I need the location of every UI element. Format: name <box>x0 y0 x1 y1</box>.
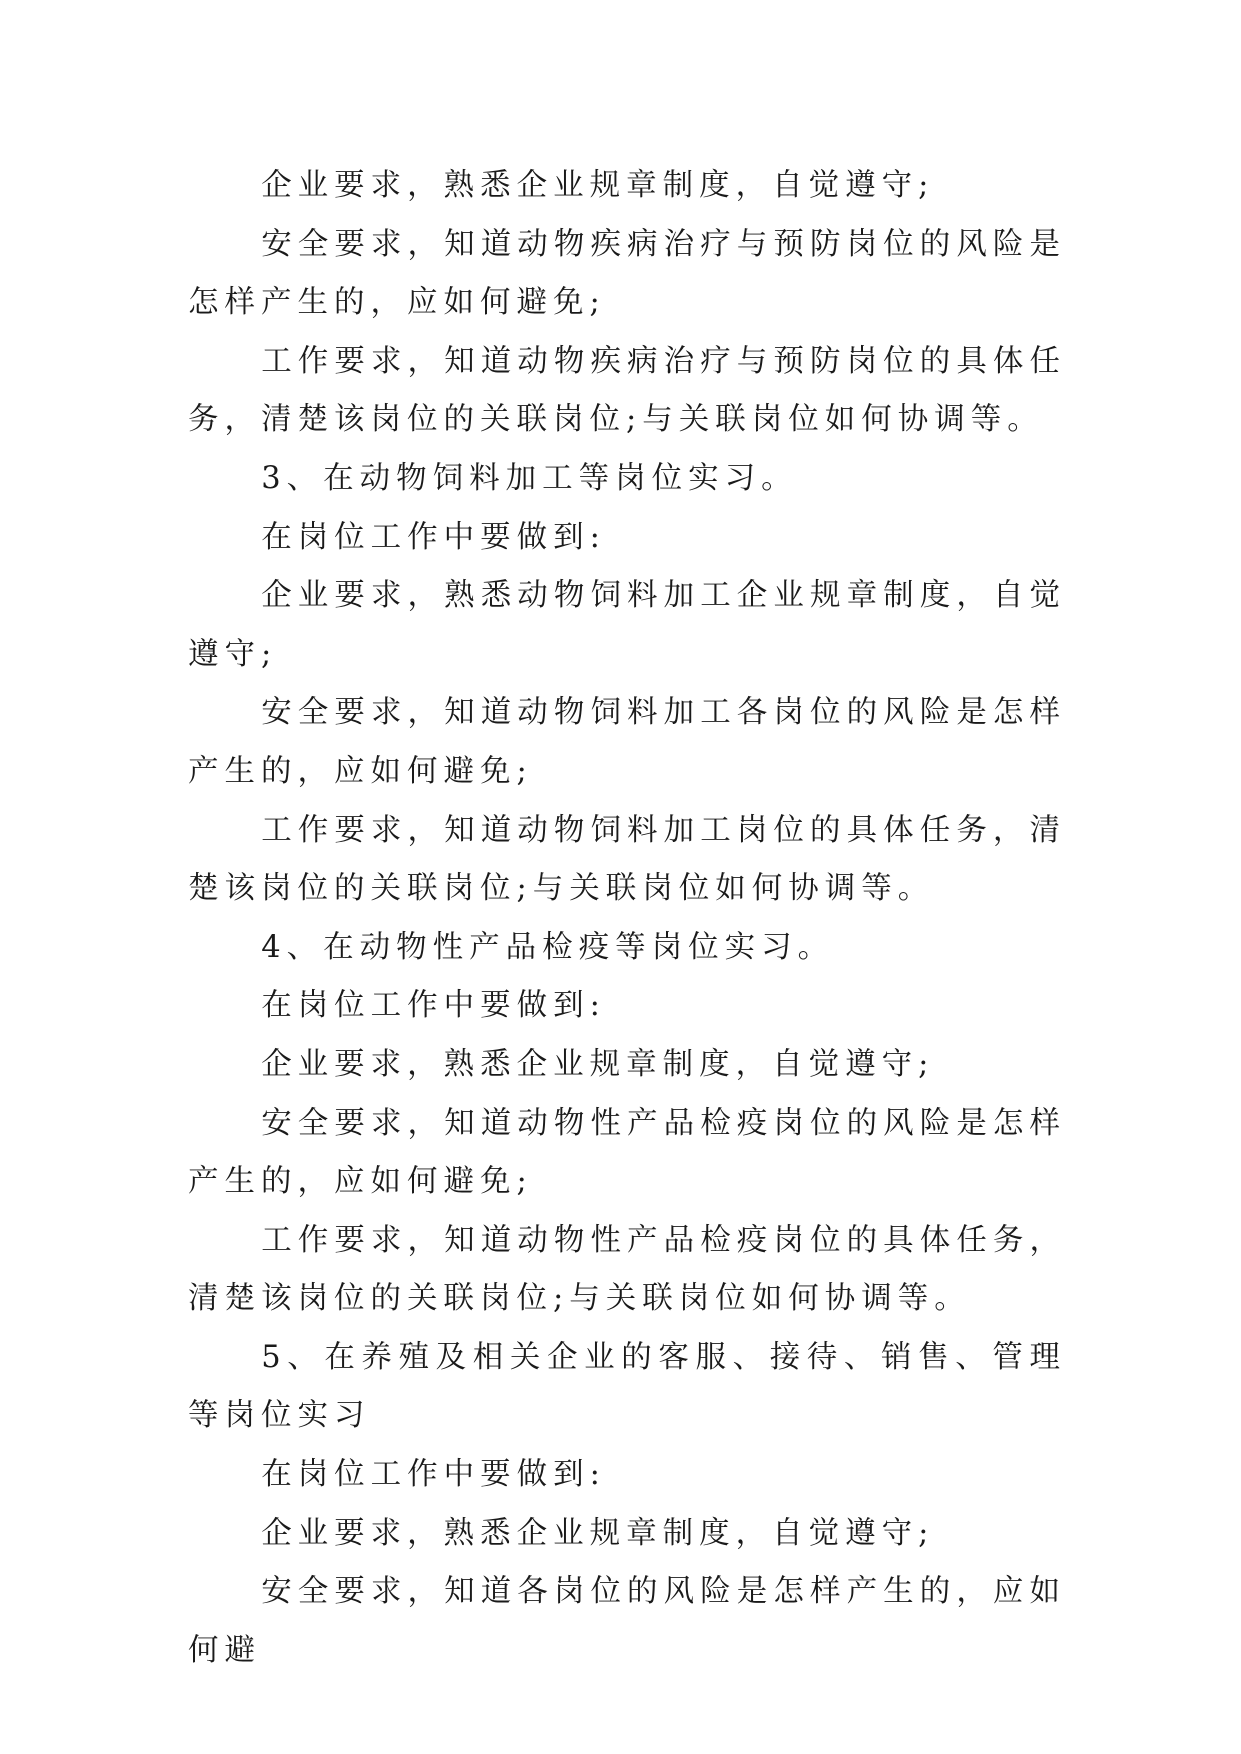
paragraph: 企业要求，熟悉企业规章制度，自觉遵守; <box>261 168 935 203</box>
paragraph: 在岗位工作中要做到: <box>261 1457 606 1493</box>
document-body <box>188 157 1066 1680</box>
paragraph: 企业要求，熟悉动物饲料加工企业规章制度，自觉遵守; <box>188 578 1066 672</box>
paragraph: 在岗位工作中要做到: <box>261 519 606 555</box>
paragraph: 安全要求，知道动物疾病治疗与预防岗位的风险是怎样产生的，应如何避免; <box>188 226 1066 321</box>
paragraph: 安全要求，知道动物饲料加工各岗位的风险是怎样产生的，应如何避免; <box>188 695 1066 789</box>
paragraph: 安全要求，知道动物性产品检疫岗位的风险是怎样产生的，应如何避免; <box>188 1105 1066 1200</box>
paragraph: 企业要求，熟悉企业规章制度，自觉遵守; <box>261 1046 935 1082</box>
paragraph: 5、在养殖及相关企业的客服、接待、销售、管理等岗位实习 <box>188 1339 1066 1434</box>
paragraph: 安全要求，知道各岗位的风险是怎样产生的，应如何避 <box>188 1574 1066 1668</box>
paragraph: 工作要求，知道动物饲料加工岗位的具体任务，清楚该岗位的关联岗位;与关联岗位如何协调等。 <box>188 812 1066 907</box>
paragraph: 企业要求，熟悉企业规章制度，自觉遵守; <box>261 1515 935 1551</box>
paragraph: 工作要求，知道动物性产品检疫岗位的具体任务，清楚该岗位的关联岗位;与关联岗位如何协调等。 <box>188 1222 1066 1317</box>
paragraph: 3、在动物饲料加工等岗位实习。 <box>261 460 798 496</box>
paragraph: 工作要求，知道动物疾病治疗与预防岗位的具体任务，清楚该岗位的关联岗位;与关联岗位如何协调等。 <box>188 343 1066 438</box>
paragraph: 4、在动物性产品检疫等岗位实习。 <box>261 929 835 965</box>
paragraph: 在岗位工作中要做到: <box>261 988 606 1024</box>
